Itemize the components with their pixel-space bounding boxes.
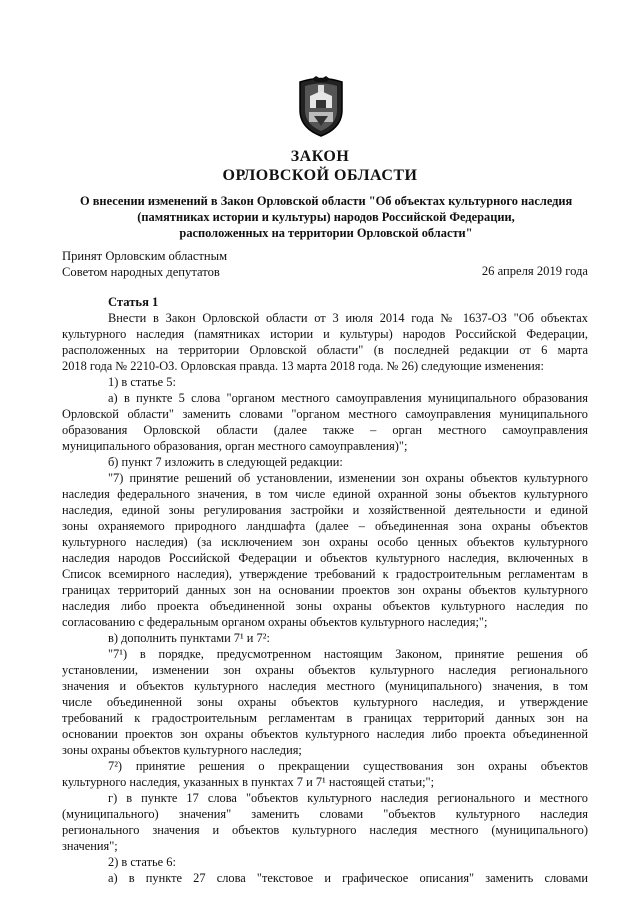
article-line: основании проектов зон охраны объектов культурного наследия либо проекта объединенной [62,727,588,741]
article-line: требований к градостроительным регламентам в границах территорий данных зон на [62,711,588,725]
document-region: ОРЛОВСКОЙ ОБЛАСТИ [222,167,418,184]
law-subtitle [80,193,572,241]
article-line: в) дополнить пунктами 7¹ и 7²: [108,631,270,645]
article-line: 1) в статье 5: [108,375,176,389]
article-line: б) пункт 7 изложить в следующей редакции: [108,455,343,469]
article-line: а) в пункте 5 слова "органом местного самоуправления муниципального образования [108,391,588,405]
article-line: расположенных на территории Орловской области" (в последней редакции от 6 марта [62,343,588,357]
article-line: Внести в Закон Орловской области от 3 июля 2014 года № 1637-ОЗ "Об объектах [108,311,588,325]
article-line: (муниципального) значения" заменить словами "объектов культурного наследия [62,807,588,821]
adoption-line-2: Советом народных депутатов [62,265,220,279]
article-line: наследия федерального значения, в том числе единой охранной зоны объектов культурного [62,487,588,501]
article-line: муниципального образования, орган местного самоуправления)"; [62,439,408,453]
adoption-date: 26 апреля 2019 года [481,264,588,278]
article-line: значения и объектов культурного наследия местного (муниципального) значения, в том [62,679,588,693]
article-line: культурного наследия) (за исключением зон охраны особо ценных объектов культурного [62,535,588,549]
article-line: значения"; [62,839,118,853]
adoption-line-1: Принят Орловским областным [62,249,228,263]
article-line: наследия, единой зоны регулирования застройки и хозяйственной деятельности и единой [62,503,588,517]
article-line: 2) в статье 6: [108,855,176,869]
article-line: г) в пункте 17 слова "объектов культурного наследия регионального и местного [108,791,588,805]
coat-of-arms-emblem [296,76,346,138]
article-line: "7) принятие решений об установлении, изменении зон охраны объектов культурного [108,471,588,485]
article-line: наследия народов Российской Федерации и объектов культурного наследия, включенных в [62,551,588,565]
article-line: культурного наследия, указанных в пунктах 7 и 7¹ настоящей статьи;"; [62,775,435,789]
article-line: культурного наследия (памятниках истории и культуры) народов Российской Федерации, [62,327,588,341]
article-line: зоны охраняемого природного ландшафта (далее – объединенная зона охраны объектов [62,519,588,533]
article-line: границах территорий данных зон на основании проектов зон охраны объектов культурного [62,583,588,597]
document-title: ЗАКОН [290,148,350,165]
article-line: числе объединенной зоны охраны объектов культурного наследия, и утверждение [62,695,588,709]
article-line: Орловской области" заменить словами "органом местного самоуправления муниципального [62,407,588,421]
article-line: "7¹) в порядке, предусмотренном настоящим Законом, принятие решения об [108,647,588,661]
article-line: 2018 года № 2210-ОЗ. Орловская правда. 13 марта 2018 года. № 26) следующие изменения: [62,359,544,373]
article-body [62,310,588,886]
article-line: наследия либо проекта объединенной зоны охраны объектов культурного наследия по [62,599,588,613]
article-line: образования Орловской области (далее также – орган местного самоуправления [62,423,588,437]
article-line: а) в пункте 27 слова "текстовое и графическое описания" заменить словами [108,871,588,885]
article-title: Статья 1 [108,295,159,309]
article-line: регионального значения и объектов культурного наследия местного (муниципального) [62,823,588,837]
subtitle-line: (памятниках истории и культуры) народов Российской Федерации, [137,210,515,224]
subtitle-line: расположенных на территории Орловской области" [179,226,473,240]
article-line: Список всемирного наследия), утверждение требований к градостроительным регламентам в [62,567,588,581]
article-line: установлении, изменении зон охраны объектов культурного наследия регионального [62,663,588,677]
article-line: 7²) принятие решения о прекращении существования зон охраны объектов [108,759,588,773]
article-line: зоны охраны объектов культурного наследия; [62,743,302,757]
subtitle-line: О внесении изменений в Закон Орловской области "Об объектах культурного наследия [80,194,573,208]
article-line: согласованию с федеральным органом охраны объектов культурного наследия;"; [62,615,488,629]
